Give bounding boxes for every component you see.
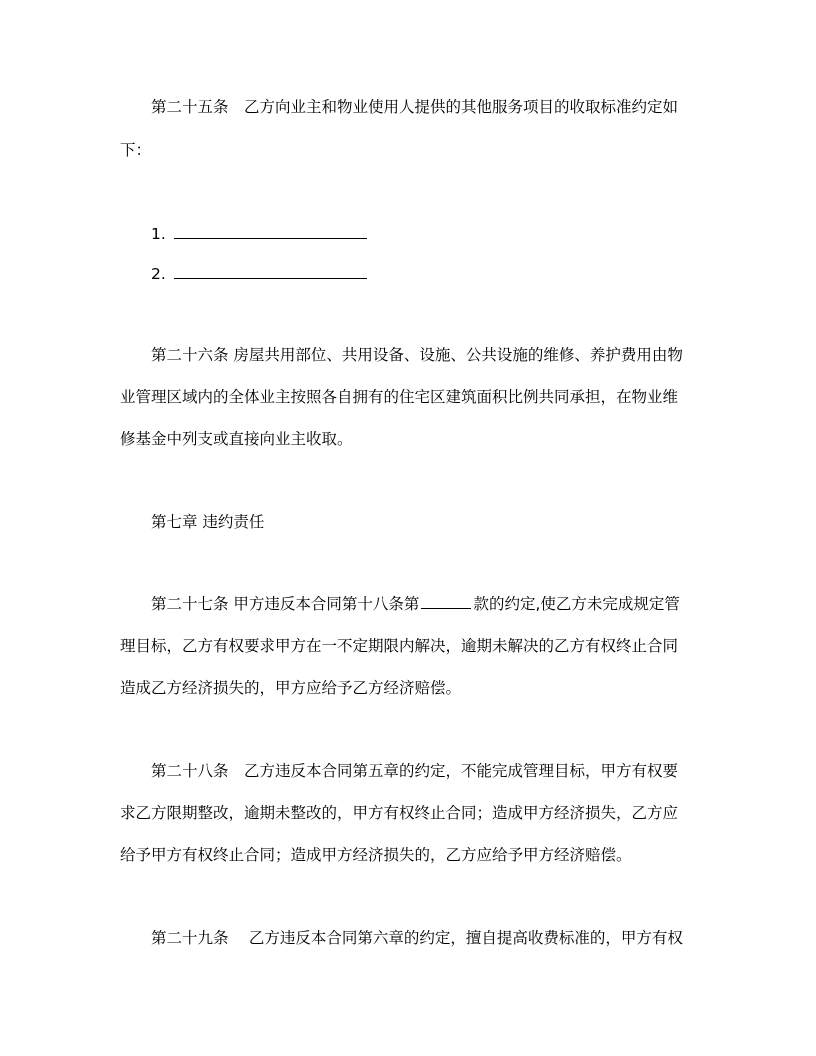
article-27-line-2: 理目标，乙方有权要求甲方在一不定期限内解决，逾期未解决的乙方有权终止合同 <box>120 637 679 655</box>
article-27-line-1-start: 第二十七条 甲方违反本合同第十八条第 <box>151 595 420 613</box>
article-27-line-1 <box>151 594 680 614</box>
article-29-line-1: 第二十九条 乙方违反本合同第六章的约定，擅自提高收费标准的，甲方有权 <box>151 929 683 947</box>
article-25-item-1 <box>151 224 367 244</box>
article-27-line-3: 造成乙方经济损失的，甲方应给予乙方经济赔偿。 <box>120 679 462 697</box>
article-27-blank <box>421 594 471 609</box>
article-27-line-1-end: 款的约定,使乙方未完成规定管 <box>473 595 680 613</box>
item-2-blank <box>174 264 367 279</box>
item-1-number: 1. <box>151 225 166 243</box>
article-26-line-1: 第二十六条 房屋共用部位、共用设备、设施、公共设施的维修、养护费用由物 <box>151 346 683 364</box>
article-25-item-2 <box>151 264 367 284</box>
article-26-line-3: 修基金中列支或直接向业主收取。 <box>120 430 353 448</box>
chapter-7-title: 第七章 违约责任 <box>151 513 265 531</box>
article-25-line-2: 下： <box>120 141 152 159</box>
article-26-line-2: 业管理区域内的全体业主按照各自拥有的住宅区建筑面积比例共同承担，在物业维 <box>120 388 679 406</box>
article-25-line-1: 第二十五条 乙方向业主和物业使用人提供的其他服务项目的收取标准约定如 <box>151 98 679 116</box>
article-28-line-2: 求乙方限期整改，逾期未整改的，甲方有权终止合同；造成甲方经济损失，乙方应 <box>120 804 679 822</box>
item-1-blank <box>174 224 367 239</box>
article-28-line-3: 给予甲方有权终止合同；造成甲方经济损失的，乙方应给予甲方经济赔偿。 <box>120 846 632 864</box>
article-28-line-1: 第二十八条 乙方违反本合同第五章的约定，不能完成管理目标，甲方有权要 <box>151 762 679 780</box>
item-2-number: 2. <box>151 265 166 283</box>
